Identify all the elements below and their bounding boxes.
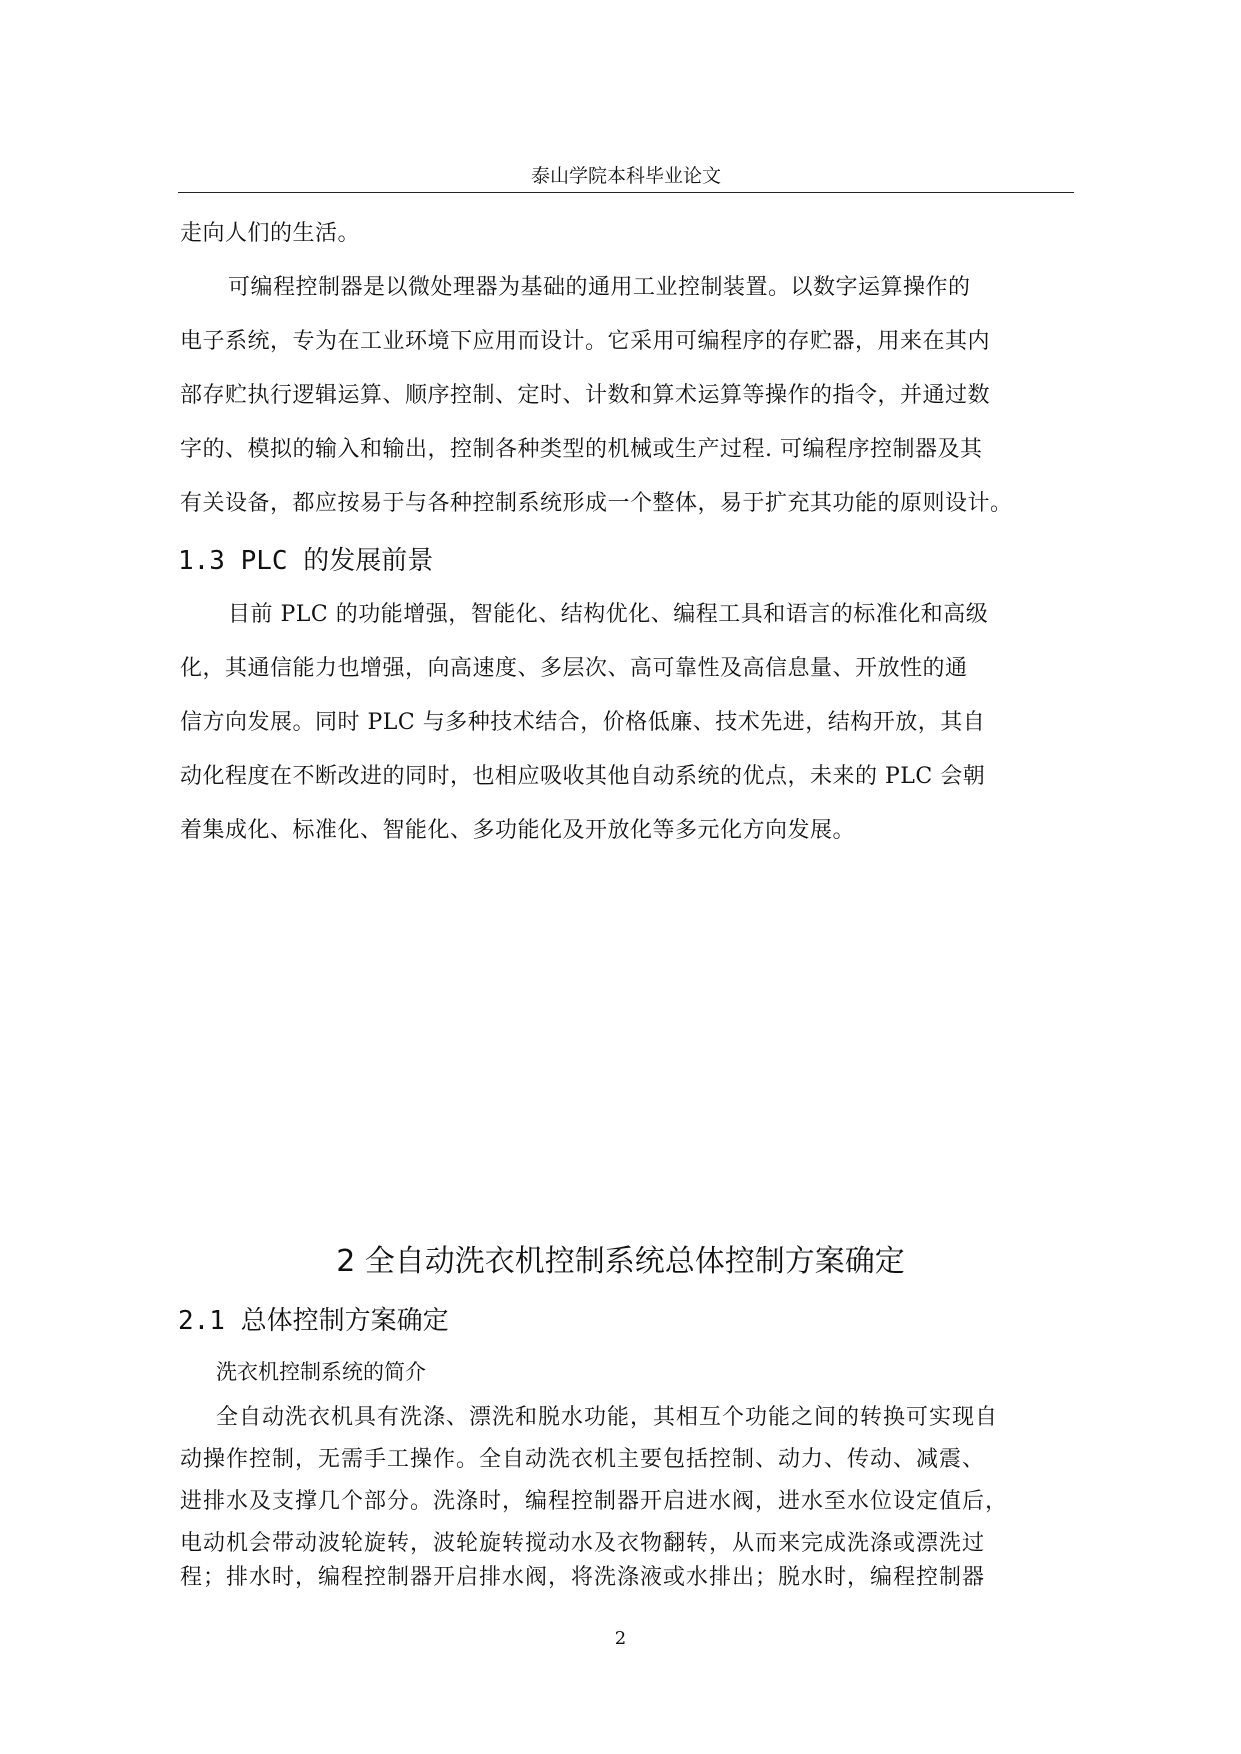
paragraph-line: 全自动洗衣机具有洗涤、漂洗和脱水功能，其相互个功能之间的转换可实现自	[216, 1405, 999, 1430]
paragraph-line: 可编程控制器是以微处理器为基础的通用工业控制装置。以数字运算操作的	[228, 275, 971, 300]
section-heading: 1.3 PLC 的发展前景	[178, 546, 434, 576]
paragraph-line: 动化程度在不断改进的同时，也相应吸收其他自动系统的优点，未来的 PLC 会朝	[180, 764, 986, 789]
paragraph-line: 信方向发展。同时 PLC 与多种技术结合，价格低廉、技术先进，结构开放，其自	[180, 710, 986, 735]
paragraph-line: 进排水及支撑几个部分。洗涤时，编程控制器开启进水阀，进水至水位设定值后，	[180, 1489, 1009, 1514]
subsection-heading: 洗衣机控制系统的简介	[216, 1360, 426, 1384]
paragraph-line: 字的、模拟的输入和输出，控制各种类型的机械或生产过程. 可编程序控制器及其	[180, 437, 983, 462]
chapter-heading: 2 全自动洗衣机控制系统总体控制方案确定	[336, 1244, 905, 1279]
paragraph-line: 动操作控制，无需手工操作。全自动洗衣机主要包括控制、动力、传动、减震、	[180, 1447, 986, 1472]
paragraph-line: 目前 PLC 的功能增强，智能化、结构优化、编程工具和语言的标准化和高级	[228, 602, 989, 627]
paragraph-line: 部存贮执行逻辑运算、顺序控制、定时、计数和算术运算等操作的指令，并通过数	[180, 383, 991, 408]
section-heading: 2.1 总体控制方案确定	[178, 1306, 449, 1336]
running-header: 泰山学院本科毕业论文	[178, 160, 1074, 193]
paragraph-line: 着集成化、标准化、智能化、多功能化及开放化等多元化方向发展。	[180, 818, 856, 843]
paragraph-line: 电子系统，专为在工业环境下应用而设计。它采用可编程序的存贮器，用来在其内	[180, 329, 991, 354]
paragraph-line: 电动机会带动波轮旋转，波轮旋转搅动水及衣物翻转，从而来完成洗涤或漂洗过	[180, 1531, 986, 1556]
page-number: 2	[614, 1628, 627, 1649]
paragraph-line: 走向人们的生活。	[180, 221, 361, 246]
paragraph-line: 程；排水时，编程控制器开启排水阀，将洗涤液或水排出；脱水时，编程控制器	[180, 1565, 986, 1590]
paragraph-line: 有关设备，都应按易于与各种控制系统形成一个整体，易于扩充其功能的原则设计。	[180, 491, 1013, 516]
paragraph-line: 化，其通信能力也增强，向高速度、多层次、高可靠性及高信息量、开放性的通	[180, 656, 968, 681]
